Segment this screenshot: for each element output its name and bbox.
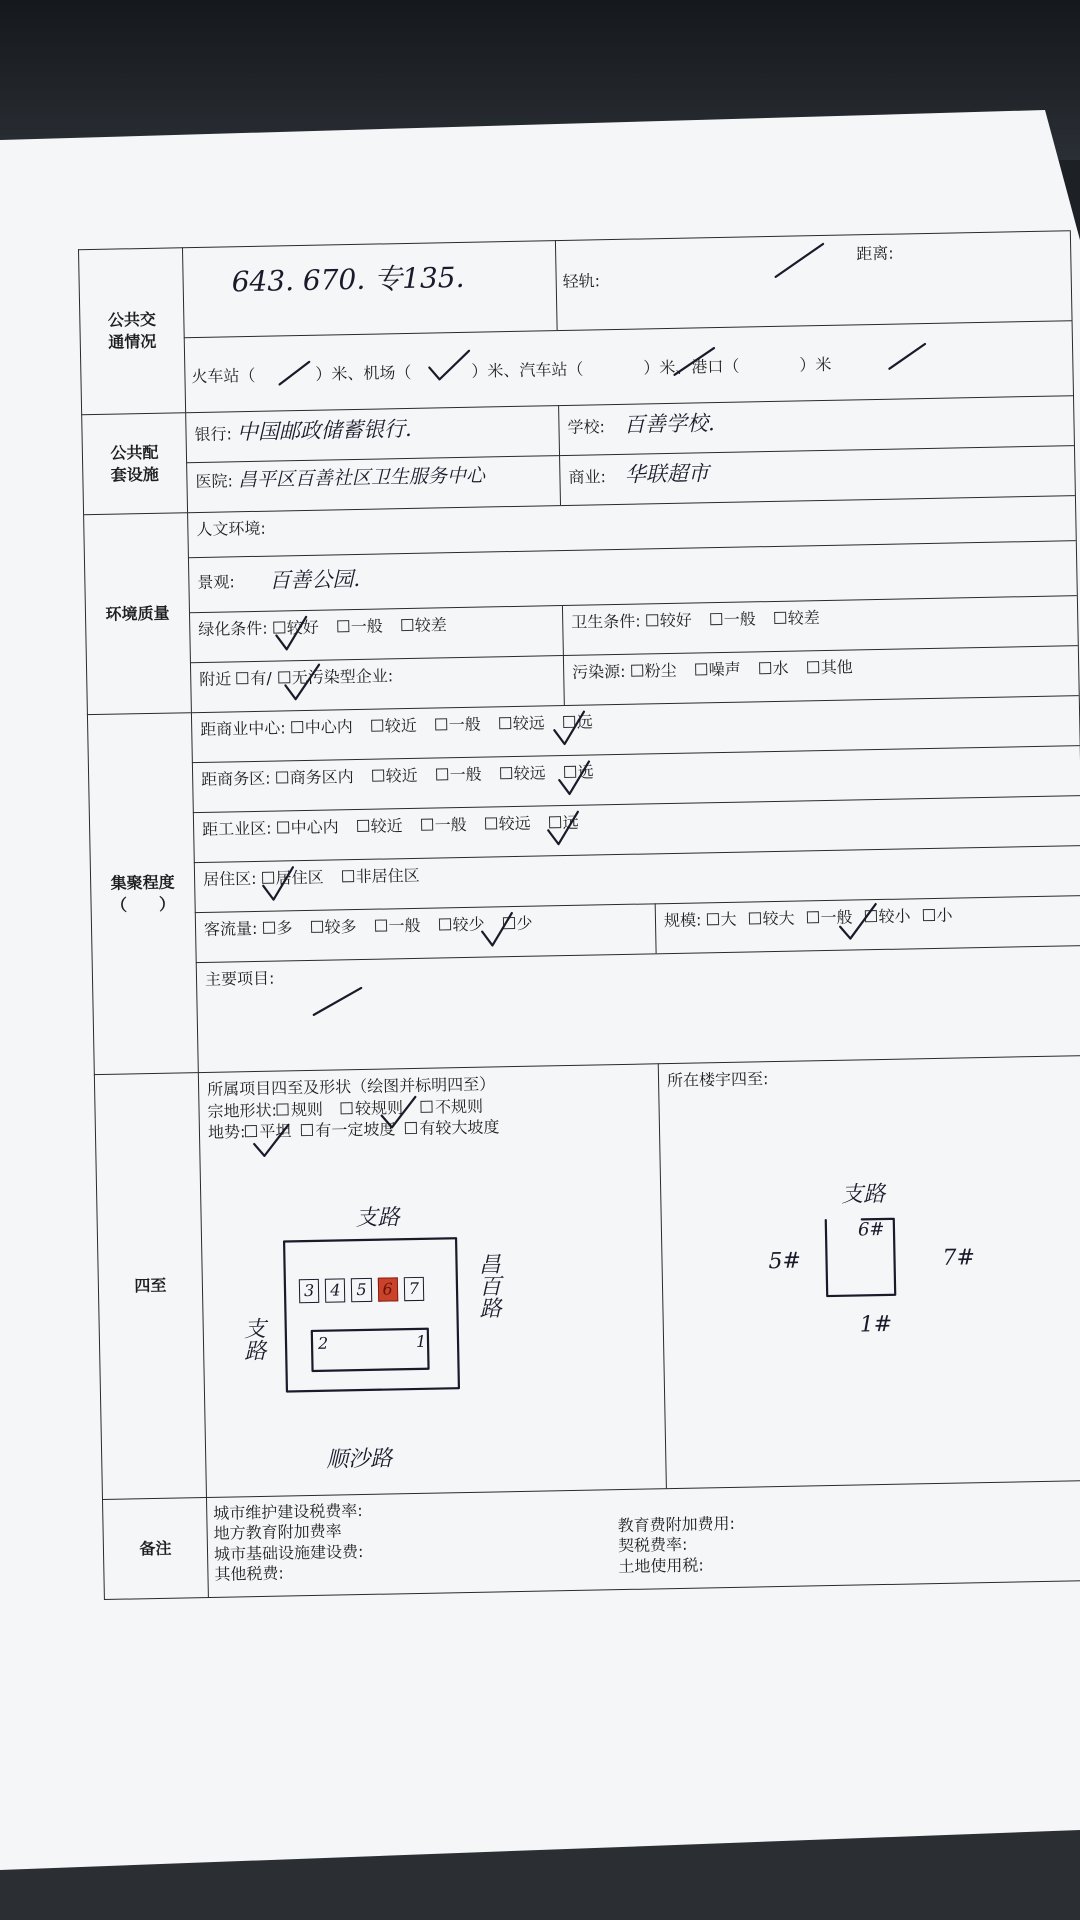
sketch-top-road: 支路 [355, 1205, 400, 1232]
sketch-building-4: 4 [325, 1278, 346, 1302]
business-option-near[interactable] [371, 766, 417, 786]
industrial-option-far-text: 较远 [498, 813, 531, 834]
shape-option-fairly-regular-text: 较规则 [354, 1097, 404, 1118]
building-sketch [761, 1177, 1025, 1372]
sanitation-option-poor[interactable] [774, 608, 820, 628]
sanitation-option-poor-text: 较差 [787, 608, 820, 628]
commercial-option-inside-text: 中心内 [304, 717, 353, 738]
section-label-transport [78, 247, 185, 414]
industrial-option-near[interactable] [356, 816, 402, 836]
business-check [555, 757, 596, 798]
pollution-option-water-text: 水 [772, 658, 789, 679]
building-top-road: 支路 [841, 1181, 886, 1208]
section-label-boundaries [94, 1072, 206, 1499]
shape-check [377, 1093, 422, 1134]
agglomeration-sub: （ ） [110, 894, 176, 915]
section-label-agglomeration [87, 712, 198, 1074]
terrain-option-flat-text: 平坦 [259, 1121, 292, 1142]
sketch-building-5: 5 [351, 1278, 372, 1302]
sketch-building-6-highlighted: 6 [377, 1277, 398, 1301]
residential-check [259, 863, 300, 904]
traffic-option-many-text: 多 [276, 918, 293, 938]
commercial-option-far[interactable] [499, 713, 545, 733]
commercial-check [550, 708, 591, 749]
business-option-average[interactable] [436, 765, 482, 785]
train-station-label: 火车站（ [191, 365, 256, 387]
bus-station-slash [670, 342, 721, 379]
light-rail-label: 轻轨: [562, 271, 601, 291]
commerce-label: 商业: [568, 467, 607, 487]
business-label: 距商务区: [201, 768, 271, 790]
nearby-label: 附近 [199, 669, 232, 690]
main-projects-slash [309, 980, 370, 1021]
sanitation-label: 卫生条件: [571, 611, 641, 632]
commercial-label: 距商业中心: [200, 718, 286, 740]
sketch-inner-2: 2 [317, 1333, 329, 1353]
scale-option-small[interactable] [922, 906, 952, 926]
bank-label: 银行: [194, 424, 233, 445]
pollution-option-water[interactable] [759, 659, 789, 679]
residential-option-no-text: 非居住区 [355, 865, 420, 887]
scale-option-larger-text: 较大 [762, 908, 795, 929]
remarks-left: 城市维护建设税费率: 地方教育附加费率 城市基础设施建设费: 其他税费: [213, 1501, 364, 1585]
traffic-option-average[interactable] [374, 916, 420, 936]
pollution-label: 污染源: [572, 661, 626, 682]
sanitation-option-average-text: 一般 [723, 609, 756, 629]
greening-option-poor-text: 较差 [414, 615, 447, 635]
sketch-left-road: 支路 [240, 1316, 267, 1362]
lot-shape-label: 宗地形状: [207, 1100, 278, 1121]
industrial-option-average-text: 一般 [434, 814, 467, 835]
commercial-option-near-text: 较近 [384, 715, 417, 736]
distance-label: 距离: [856, 243, 894, 264]
traffic-check [478, 909, 519, 950]
site-outline [282, 1236, 465, 1399]
remarks-cell [206, 1480, 1080, 1597]
scale-option-large-text: 大 [720, 909, 737, 930]
main-projects-cell [196, 945, 1080, 1072]
industrial-option-far[interactable] [484, 814, 530, 834]
pollution-option-other-text: 其他 [820, 657, 853, 678]
industrial-option-inside-text: 中心内 [290, 817, 339, 838]
project-boundaries-cell [198, 1063, 666, 1497]
transport-label: 公共交通情况 [107, 310, 157, 352]
greening-label: 绿化条件: [198, 618, 268, 640]
landscape-label: 景观: [197, 572, 235, 593]
airport-check [425, 347, 476, 384]
residential-option-no[interactable] [341, 866, 419, 886]
hospital-cell [186, 455, 560, 512]
industrial-option-near-text: 较近 [370, 816, 403, 836]
traffic-label: 客流量: [203, 918, 258, 939]
commercial-option-inside[interactable] [291, 717, 353, 737]
greening-option-average-text: 一般 [350, 616, 383, 637]
remarks-right: 教育费附加费用: 契税费率: 土地使用税: [617, 1513, 736, 1577]
shape-option-irregular-text: 不规则 [434, 1096, 484, 1117]
sketch-building-row [299, 1277, 424, 1303]
industrial-option-remote-text: 远 [562, 812, 579, 833]
traffic-option-less-text: 较少 [452, 914, 485, 935]
agglomeration-label: 集聚程度 [110, 872, 175, 893]
facilities-label: 公共配套设施 [110, 442, 159, 485]
school-label: 学校: [567, 417, 606, 437]
section-label-remarks [102, 1497, 208, 1599]
sketch-right-road: 昌百路 [475, 1252, 502, 1319]
business-option-inside-text: 商务区内 [289, 767, 354, 788]
nearby-cell [190, 655, 564, 712]
hospital-value: 昌平区百善社区卫生服务中心 [237, 464, 486, 492]
scale-option-small-text: 小 [936, 905, 953, 925]
sanitation-option-average[interactable] [710, 609, 756, 629]
nearby-option-no-text: 无污染型企业: [291, 666, 394, 688]
traffic-option-many[interactable] [262, 918, 292, 938]
appraisal-form [40, 230, 1080, 1640]
pollution-option-dust-text: 粉尘 [644, 660, 677, 681]
industrial-option-inside[interactable] [276, 817, 338, 837]
train-slash [275, 358, 316, 389]
industrial-option-average[interactable] [420, 815, 466, 835]
scale-option-smaller-text: 较小 [878, 906, 911, 927]
port-label: ）米、港口（ [643, 356, 740, 378]
business-option-remote-text: 远 [577, 762, 594, 782]
industrial-check [544, 808, 585, 849]
traffic-option-few-text: 少 [516, 913, 533, 933]
nearby-option-yes-text: 有/ [250, 668, 272, 689]
humanities-label: 人文环境: [196, 518, 266, 540]
environment-label: 环境质量 [105, 603, 170, 624]
building-boundaries-cell [658, 1055, 1080, 1488]
greening-check [272, 613, 313, 654]
greening-option-good-text: 较好 [286, 617, 319, 638]
landscape-value: 百善公园. [269, 566, 361, 593]
pollution-option-other[interactable] [807, 657, 853, 677]
remarks-label: 备注 [139, 1538, 172, 1559]
building-left: 5# [768, 1248, 802, 1275]
boundaries-label: 四至 [134, 1275, 167, 1296]
bus-station-label: ）米、汽车站（ [471, 359, 584, 381]
section-label-environment [83, 512, 191, 714]
pollution-option-noise-text: 噪声 [708, 659, 741, 680]
building-right: 7# [942, 1245, 976, 1271]
commerce-value: 华联超市 [624, 461, 710, 487]
bank-value: 中国邮政储蓄银行. [236, 416, 412, 445]
pollution-option-noise[interactable] [695, 660, 741, 680]
nearby-option-yes[interactable] [236, 669, 272, 689]
commercial-option-average[interactable] [435, 715, 481, 735]
school-value: 百善学校. [623, 411, 715, 437]
bus-routes-cell [182, 240, 557, 337]
port-slash [885, 338, 936, 375]
building-bottom: 1# [859, 1311, 893, 1338]
terrain-check [250, 1121, 295, 1162]
scale-check [836, 900, 881, 945]
business-option-average-text: 一般 [449, 764, 482, 785]
scale-option-large[interactable] [706, 910, 736, 930]
light-rail-cell [555, 230, 1072, 330]
bus-routes-value: 643. 670. 专135. [231, 260, 465, 299]
traffic-option-more[interactable] [310, 917, 356, 937]
business-option-near-text: 较近 [385, 765, 418, 786]
industrial-label: 距工业区: [201, 818, 272, 839]
scale-option-larger[interactable] [748, 909, 794, 929]
commercial-option-far-text: 较远 [512, 713, 545, 734]
sketch-bottom-road: 顺沙路 [326, 1446, 393, 1473]
building-self: 6# [857, 1218, 885, 1241]
business-option-far[interactable] [500, 763, 546, 783]
agglomeration-label-wrap [110, 871, 175, 915]
commercial-option-near[interactable] [371, 716, 417, 736]
building-boundaries-title: 所在楼宇四至: [666, 1069, 769, 1091]
shape-option-irregular[interactable] [421, 1096, 483, 1116]
airport-label: ）米、机场（ [315, 362, 412, 384]
section-label-facilities [81, 412, 187, 514]
shape-option-regular[interactable] [277, 1099, 323, 1119]
commercial-option-average-text: 一般 [448, 714, 481, 735]
traffic-option-more-text: 较多 [324, 917, 357, 937]
terrain-option-steep-text: 有较大坡度 [419, 1117, 500, 1139]
terrain-option-slope-text: 有一定坡度 [315, 1119, 396, 1141]
residential-option-yes-text: 居住区 [275, 867, 324, 888]
scale-option-average-text: 一般 [820, 907, 853, 928]
sanitation-option-good[interactable] [646, 611, 692, 631]
site-sketch [231, 1194, 656, 1492]
scale-label: 规模: [663, 910, 702, 931]
traffic-option-average-text: 一般 [388, 915, 421, 936]
light-rail-slash [771, 240, 832, 287]
business-option-inside[interactable] [275, 767, 353, 787]
business-option-far-text: 较远 [513, 763, 546, 784]
sketch-building-7: 7 [404, 1277, 425, 1301]
sanitation-option-good-text: 较好 [659, 610, 692, 631]
bank-cell [185, 405, 559, 462]
main-projects-label: 主要项目: [204, 968, 275, 989]
terrain-label: 地势: [207, 1122, 246, 1143]
pollution-option-dust[interactable] [631, 661, 677, 681]
greening-cell [189, 605, 563, 662]
project-boundaries-title: 所属项目四至及形状（绘图并标明四至） [206, 1074, 496, 1099]
greening-option-poor[interactable] [401, 615, 447, 635]
hospital-label: 医院: [195, 471, 234, 492]
meter-suffix: ）米 [799, 354, 832, 375]
sketch-building-3: 3 [299, 1279, 320, 1303]
nearby-check [281, 661, 326, 706]
residential-label: 居住区: [202, 868, 257, 889]
traffic-row [195, 903, 656, 962]
commercial-option-remote-text: 远 [576, 712, 593, 732]
sketch-inner-1: 1 [415, 1331, 427, 1351]
greening-option-average[interactable] [337, 616, 383, 636]
shape-option-regular-text: 规则 [290, 1099, 324, 1119]
scale-row [655, 895, 1080, 953]
